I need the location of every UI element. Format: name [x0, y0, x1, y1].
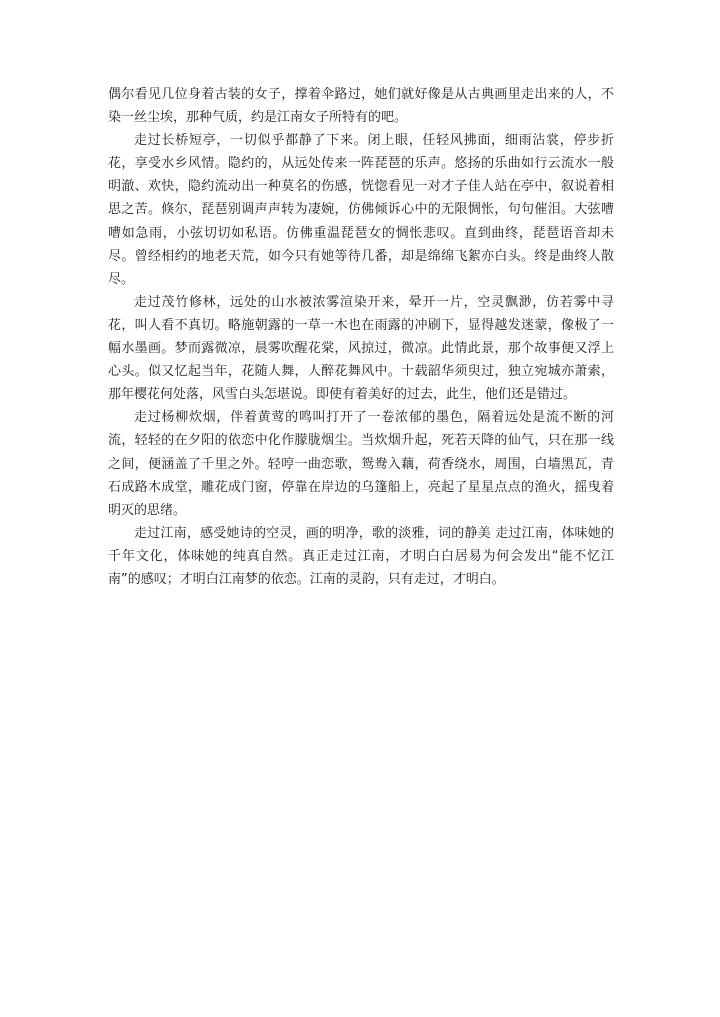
paragraph-1: 偶尔看见几位身着古装的女子，撑着伞路过，她们就好像是从古典画里走出来的人，不染一丝尘埃，那种气质，约是江南女子所特有的吧。 — [108, 87, 614, 126]
paragraph-3: 走过茂竹修林，远处的山水被浓雾渲染开来，晕开一片，空灵飘渺，仿若雾中寻花，叫人看不真切。略施朝露的一草一木也在雨露的冲刷下，显得越发迷蒙，像极了一幅水墨画。梦而露微凉，晨雾吹醒花棠，风掠过，微凉。此情此景，那个故事便又浮上心头。似又忆起当年，花随人舞，人醉花舞风中。十载韶华须臾过，独立宛城亦萧索，那年樱花何处落，风雪白头怎堪说。即使有着美好的过去，此生，他们还是错过。 — [108, 294, 614, 403]
document-body — [108, 83, 614, 591]
paragraph-4: 走过杨柳炊烟，伴着黄莺的鸣叫打开了一卷浓郁的墨色，隔着远处是流不断的河流，轻轻的在夕阳的依恋中化作朦胧烟尘。当炊烟升起，死若天降的仙气，只在那一线之间，便涵盖了千里之外。轻哼一曲恋歌，鸳鸯入藕，荷香绕水，周围，白墙黑瓦，青石成路木成堂，雕花成门窗，停靠在岸边的乌篷船上，亮起了星星点点的渔火，摇曳着明灭的思绪。 — [108, 410, 614, 518]
paragraph-5: 走过江南，感受她诗的空灵，画的明净，歌的淡雅，词的静美 走过江南，体味她的千年文化，体味她的纯真自然。真正走过江南，才明白白居易为何会发出“能不忆江南”的感叹；才明白江南梦的依恋。江南的灵韵，只有走过，才明白。 — [108, 525, 614, 587]
paragraph-2: 走过长桥短亭，一切似乎都静了下来。闭上眼，任轻风拂面，细雨沾裳，停步折花，享受水乡风情。隐约的，从远处传来一阵琵琶的乐声。悠扬的乐曲如行云流水一般明澈、欢快，隐约流动出一种莫名的伤感，恍惚看见一对才子佳人站在亭中，叙说着相思之苦。倏尔，琵琶别调声声转为凄婉，仿佛倾诉心中的无限惆怅，句句催泪。大弦嘈嘈如急雨，小弦切切如私语。仿佛重温琵琶女的惆怅悲叹。直到曲终，琵琶语音却未尽。曾经相约的地老天荒，如今只有她等待几番，却是绵绵飞絮亦白头。终是曲终人散尽。 — [108, 133, 614, 287]
